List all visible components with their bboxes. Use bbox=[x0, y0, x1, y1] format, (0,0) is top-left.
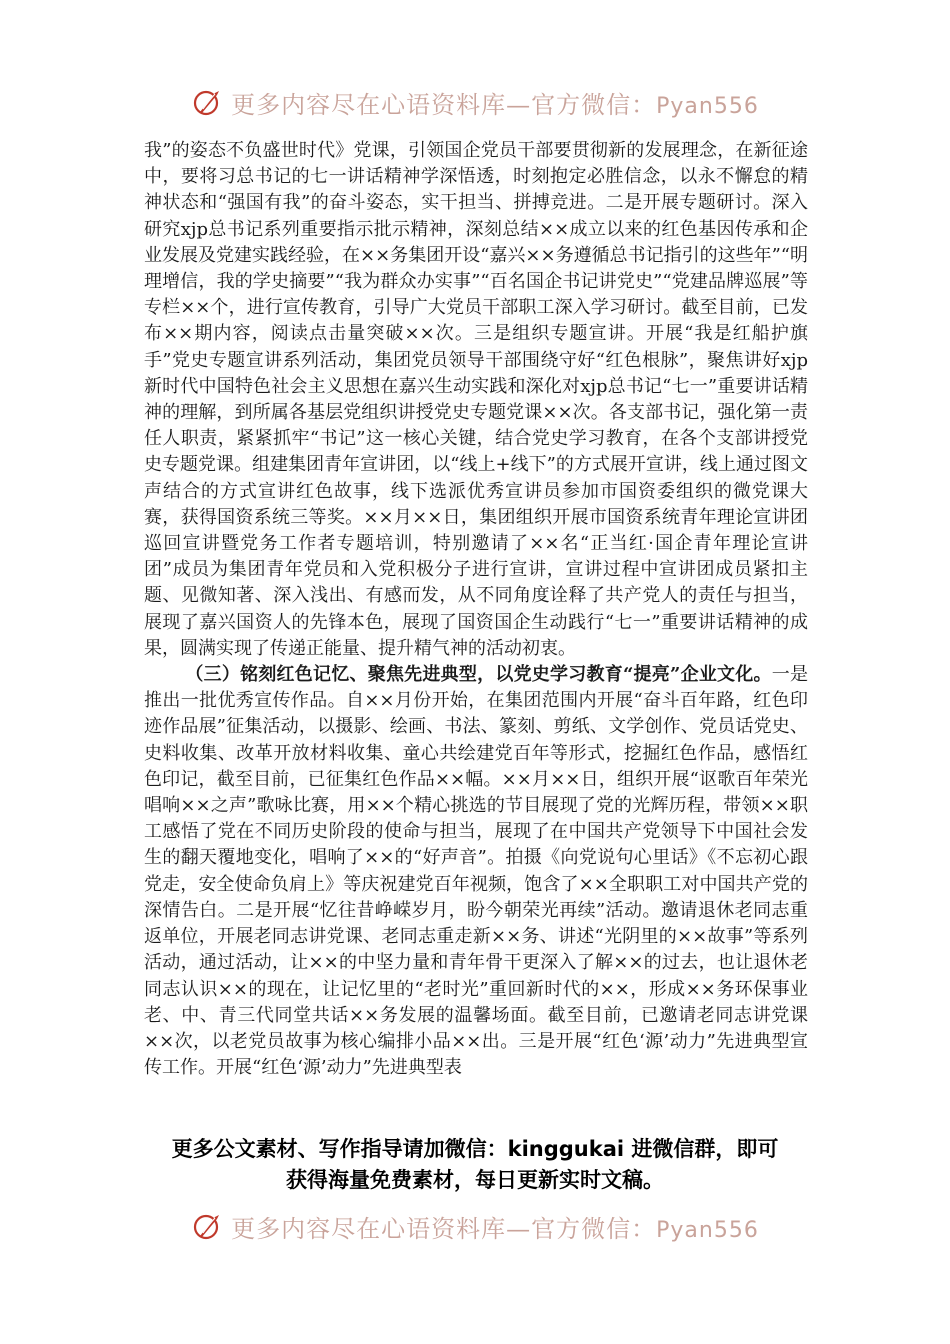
header-banner-id: Pyan556 bbox=[656, 93, 759, 119]
pen-quill-icon bbox=[191, 85, 225, 119]
promo-line-1: 更多公文素材、写作指导请加微信：kinggukai 进微信群，即可 bbox=[171, 1137, 779, 1161]
footer-banner-id: Pyan556 bbox=[656, 1217, 759, 1243]
document-body bbox=[144, 138, 808, 1081]
section-heading: （三）铭刻红色记忆、聚焦先进典型，以党史学习教育“提亮”企业文化。 bbox=[185, 664, 772, 686]
header-banner-text: 更多内容尽在心语资料库—官方微信：Pyan556 bbox=[231, 90, 759, 119]
section-paragraph bbox=[144, 662, 808, 1081]
body-paragraph: 一是推出一批优秀宣传作品。自××月份开始，在集团范围内开展“奋斗百年路，红色印迹作品展”征集活动，以摄影、绘画、书法、篆刻、剪纸、文学创作、党员话党史、史料收集、改革开放材料收集、童心共绘建党百年等形式，挖掘红色作品，感悟红色印记，截至目前，已征集红色作品××幅。××月××日，组织开展“讴歌百年荣光 唱响××之声”歌咏比赛，用××个精心挑选的节目展现了党的光辉历程，带领××职工感悟了党在不同历史阶段的使命与担当，展现了在中国共产党领导下中国社会发生的翻天覆地变化，唱响了××的“好声音”。拍摄《向党说句心里话》《不忘初心跟党走，安全使命负肩上》等庆祝建党百年视频，饱含了××全职职工对中国共产党的深情告白。二是开展“忆往昔峥嵘岁月，盼今朝荣光再续”活动。邀请退休老同志重返单位，开展老同志讲党课、老同志重走新××务、讲述“光阴里的××故事”等系列活动，通过活动，让××的中坚力量和青年骨干更深入了解××的过去，也让退休老同志认识××的现在，让记忆里的“老时光”重回新时代的××，形成××务环保事业老、中、青三代同堂共话××务发展的温馨场面。截至目前，已邀请老同志讲党课××次，以老党员故事为核心编排小品××出。三是开展“红色‘源’动力”先进典型宣传工作。开展“红色‘源’动力”先进典型表 bbox=[144, 664, 808, 1079]
footer-watermark-banner bbox=[0, 1206, 950, 1246]
header-watermark-banner bbox=[0, 82, 950, 122]
footer-banner-text: 更多内容尽在心语资料库—官方微信：Pyan556 bbox=[231, 1214, 759, 1243]
pen-quill-icon bbox=[191, 1209, 225, 1243]
promo-notice bbox=[120, 1134, 830, 1196]
body-paragraph: 我”的姿态不负盛世时代》党课，引领国企党员干部要贯彻新的发展理念，在新征途中，要将习总书记的七一讲话精神学深悟透，时刻抱定必胜信念，以永不懈怠的精神状态和“强国有我”的奋斗姿态，实干担当、拼搏竞进。二是开展专题研讨。深入研究xjp总书记系列重要指示批示精神，深刻总结××成立以来的红色基因传承和企业发展及党建实践经验，在××务集团开设“嘉兴××务遵循总书记指引的这些年”“明理增信，我的学史摘要”“我为群众办实事”“百名国企书记讲党史”“党建品牌巡展”等专栏××个，进行宣传教育，引导广大党员干部职工深入学习研讨。截至目前，已发布××期内容，阅读点击量突破××次。三是组织专题宣讲。开展“我是红船护旗手”党史专题宣讲系列活动，集团党员领导干部围绕守好“红色根脉”，聚焦讲好xjp新时代中国特色社会主义思想在嘉兴生动实践和深化对xjp总书记“七一”重要讲话精神的理解，到所属各基层党组织讲授党史专题党课××次。各支部书记，强化第一责任人职责，紧紧抓牢“书记”这一核心关键，结合党史学习教育，在各个支部讲授党史专题党课。组建集团青年宣讲团，以“线上+线下”的方式展开宣讲，线上通过图文声结合的方式宣讲红色故事，线下选派优秀宣讲员参加市国资委组织的微党课大赛，获得国资系统三等奖。××月××日，集团组织开展市国资系统青年理论宣讲团巡回宣讲暨党务工作者专题培训，特别邀请了××名“正当红·国企青年理论宣讲团”成员为集团青年党员和入党积极分子进行宣讲，宣讲过程中宣讲团成员紧扣主题、见微知著、深入浅出、有感而发，从不同角度诠释了共产党人的责任与担当，展现了嘉兴国资人的先锋本色，展现了国资国企生动践行“七一”重要讲话精神的成果，圆满实现了传递正能量、提升精气神的活动初衷。 bbox=[144, 140, 808, 659]
promo-line-2: 获得海量免费素材，每日更新实时文稿。 bbox=[286, 1168, 664, 1192]
